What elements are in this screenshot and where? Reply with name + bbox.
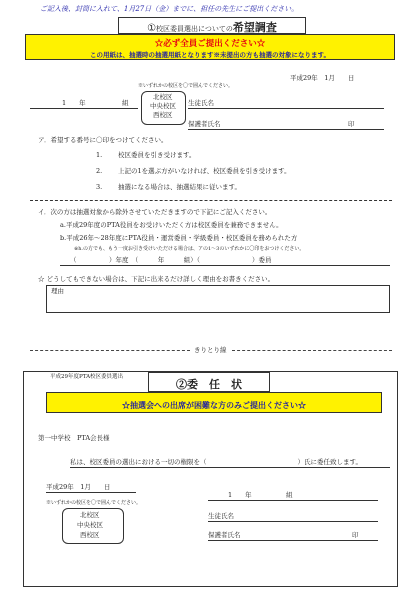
option-2-text: 上記の1を選ぶ方がいなければ、校区委員を引き受けます。 (118, 167, 291, 175)
part1-title-box (118, 17, 306, 34)
part2-school-west[interactable]: 西校区 (80, 531, 100, 539)
part1-grade-line (30, 108, 138, 109)
part1-banner-line1: ☆必ず全員ご提出ください☆ (154, 39, 266, 49)
part1-school-central[interactable]: 中央校区 (150, 102, 176, 110)
part2-grade: 1 年 (228, 491, 252, 499)
exclusion-a: a.平成29年度のPTA役員をお受けいただく方は校区委員を兼務できません。 (60, 221, 283, 229)
part1-class: 組 (122, 99, 129, 107)
part1-year-row-line (60, 265, 390, 266)
part2-school-central[interactable]: 中央校区 (77, 521, 103, 529)
part1-section-star: ☆ どうしてもできない場合は、下記に出来るだけ詳しく理由をお書きください。 (38, 275, 275, 283)
part2-student-name-field[interactable] (208, 521, 378, 522)
part2-grade-line (208, 500, 378, 501)
part1-banner (25, 34, 395, 60)
part1-title-num: ① (147, 23, 157, 34)
option-3-num[interactable]: 3. (96, 183, 103, 191)
part1-title-small: 校区委員選出についての (156, 25, 233, 33)
part2-banner (46, 392, 382, 413)
top-notice: ご記入後、封筒に入れて、1月27日（金）までに、担任の先生にご提出ください。 (40, 5, 299, 13)
exclusion-b: b.平成26年～28年度にPTA役員・運営委員・学級委員・校区委員を務められた方 (60, 234, 298, 242)
cut-line-left (30, 350, 190, 351)
part1-student-name-field[interactable] (188, 108, 384, 109)
part1-date: 平成29年 1月 日 (290, 74, 355, 82)
part1-year-row[interactable]: （ ）年度 （ 年 組）（ ）委員 (70, 256, 272, 264)
part2-date-line (46, 492, 136, 493)
part1-banner-line2: この用紙は、抽選時の抽選用紙となります※未提出の方も抽選の対象になります。 (90, 51, 330, 59)
part2-title-box (148, 372, 270, 392)
part1-school-north[interactable]: 北校区 (153, 93, 173, 101)
part2-header-label: 平成29年度PTA校区委員選出 (50, 374, 124, 380)
part2-class: 組 (286, 491, 293, 499)
cut-line-right (232, 350, 392, 351)
part2-body-text: 私は、校区委員の選出における一切の権限を（ ）氏に委任致します。 (70, 458, 362, 466)
part2-guardian-field[interactable] (208, 540, 378, 541)
option-1-num[interactable]: 1. (96, 151, 103, 159)
part1-title-big: 希望調査 (232, 21, 277, 34)
part1-sibling-note: ※h.の方でも、もう一度お引き受けいただける場合は、アの1～3のいずれかに〇印をおつけください。 (74, 246, 305, 252)
part2-date: 平成29年 1月 日 (46, 483, 111, 491)
cut-line-label: きりとり線 (194, 346, 227, 354)
part2-circle-note: ※いずれかの校区を〇で囲んでください。 (46, 500, 142, 506)
part2-guardian-label: 保護者氏名 (208, 531, 241, 539)
part1-circle-note: ※いずれかの校区を〇で囲んでください。 (138, 83, 234, 89)
part2-addressee: 第一中学校 PTA会長様 (38, 434, 110, 442)
part1-seal: 印 (348, 120, 355, 128)
part1-divider (30, 200, 392, 201)
part2-title-num: ② (176, 378, 187, 391)
reason-box[interactable] (46, 285, 390, 313)
option-3-text: 抽選になる場合は、抽選結果に従います。 (118, 183, 241, 191)
part1-guardian-field[interactable] (188, 129, 384, 130)
part2-title: 委 任 状 (187, 378, 242, 391)
part2-student-name-label: 生徒氏名 (208, 512, 234, 520)
part1-school-west[interactable]: 西校区 (153, 111, 173, 119)
option-1-text: 校区委員を引き受けます。 (118, 151, 196, 159)
part2-seal: 印 (352, 531, 359, 539)
option-2-num[interactable]: 2. (96, 167, 103, 175)
part1-section-i: イ．次の方は抽選対象から除外させていただきますので下記にご記入ください。 (38, 208, 272, 216)
part2-banner-text: ☆抽選会への出席が困難な方のみご提出ください☆ (122, 400, 306, 410)
reason-label: 理由 (51, 287, 64, 295)
part1-guardian-label: 保護者氏名 (188, 120, 221, 128)
part2-school-north[interactable]: 北校区 (80, 511, 100, 519)
part2-body-line (70, 467, 390, 468)
part1-student-name-label: 生徒氏名 (188, 99, 214, 107)
part1-grade: 1 年 (62, 99, 86, 107)
part1-section-a: ア．希望する番号に〇印をつけてください。 (38, 136, 168, 144)
